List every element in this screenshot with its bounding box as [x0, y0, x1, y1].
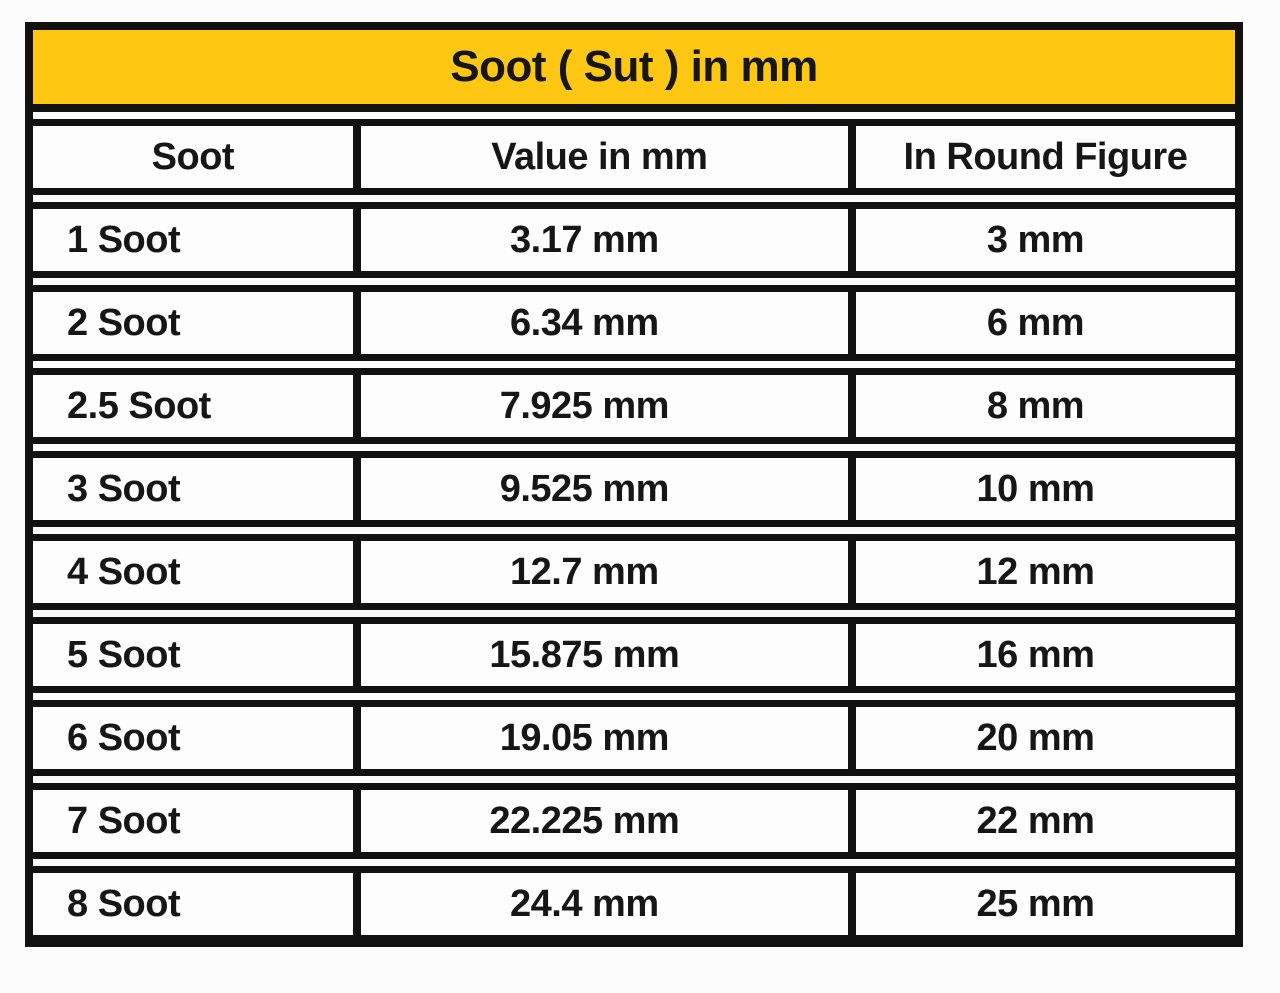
- cell-round-figure: 22 mm: [848, 790, 1235, 852]
- cell-soot: 8 Soot: [67, 882, 181, 925]
- cell-soot: 7 Soot: [67, 799, 181, 842]
- cell-soot: 3 Soot: [67, 467, 181, 510]
- cell-round-figure: 25 mm: [848, 873, 1235, 935]
- table-row: [33, 534, 1235, 610]
- table-row: [33, 451, 1235, 527]
- cell-value-mm: 9.525 mm: [353, 458, 848, 520]
- table-row: [33, 700, 1235, 776]
- table-row: [33, 783, 1235, 859]
- cell-value-mm: 7.925 mm: [353, 375, 848, 437]
- cell-value-mm: 6.34 mm: [353, 292, 848, 354]
- cell-soot: 1 Soot: [67, 218, 181, 261]
- cell-value-mm: 12.7 mm: [353, 541, 848, 603]
- soot-conversion-table: [25, 22, 1243, 947]
- cell-round-figure: 3 mm: [848, 209, 1235, 271]
- table-title: Soot ( Sut ) in mm: [450, 42, 818, 91]
- table-row: [33, 866, 1235, 942]
- cell-round-figure: 10 mm: [848, 458, 1235, 520]
- cell-round-figure: 20 mm: [848, 707, 1235, 769]
- header-row: [33, 119, 1235, 195]
- table-title-bar: [33, 30, 1235, 112]
- cell-soot: 4 Soot: [67, 550, 181, 593]
- cell-value-mm: 3.17 mm: [353, 209, 848, 271]
- column-header-soot: Soot: [151, 135, 235, 178]
- cell-soot: 5 Soot: [67, 633, 181, 676]
- cell-value-mm: 24.4 mm: [353, 873, 848, 935]
- table-row: [33, 285, 1235, 361]
- table-row: [33, 202, 1235, 278]
- column-header-value-mm: Value in mm: [353, 126, 848, 188]
- column-header-round-figure: In Round Figure: [848, 126, 1235, 188]
- cell-soot: 2.5 Soot: [67, 384, 211, 427]
- cell-soot: 6 Soot: [67, 716, 181, 759]
- cell-value-mm: 22.225 mm: [353, 790, 848, 852]
- cell-soot: 2 Soot: [67, 301, 181, 344]
- table-body: [33, 202, 1235, 942]
- table-row: [33, 368, 1235, 444]
- cell-value-mm: 15.875 mm: [353, 624, 848, 686]
- cell-round-figure: 16 mm: [848, 624, 1235, 686]
- table-row: [33, 617, 1235, 693]
- cell-round-figure: 12 mm: [848, 541, 1235, 603]
- cell-round-figure: 8 mm: [848, 375, 1235, 437]
- cell-value-mm: 19.05 mm: [353, 707, 848, 769]
- cell-round-figure: 6 mm: [848, 292, 1235, 354]
